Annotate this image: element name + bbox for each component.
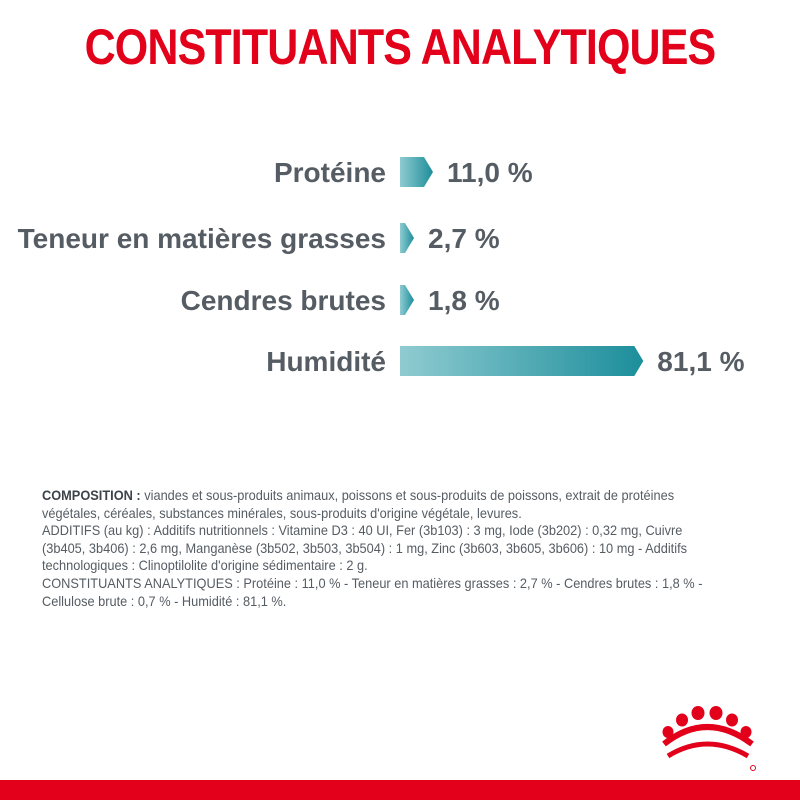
value-label-cendres-brutes: 1,8 % bbox=[428, 285, 500, 316]
analytical-constituents-chart bbox=[0, 130, 800, 400]
category-label-teneur-en-matieres-grasses: Teneur en matières grasses bbox=[17, 223, 386, 254]
composition-text: viandes et sous-produits animaux, poissons et sous-produits de poissons, extrait de protéines végétales, céréales, substances minérales, sous-produits d'origine végétale, levures. bbox=[42, 488, 675, 521]
bar-teneur-en-matieres-grasses bbox=[400, 223, 414, 253]
category-label-humidite: Humidité bbox=[266, 346, 386, 377]
composition-heading: COMPOSITION : bbox=[42, 488, 141, 503]
page-title: CONSTITUANTS ANALYTIQUES bbox=[84, 19, 716, 75]
additifs-text: ADDITIFS (au kg) : Additifs nutritionnels : Vitamine D3 : 40 UI, Fer (3b103) : 3 mg, Iode (3b202) : 0,32 mg, Cuivre (3b405, 3b406) : 2,6 mg, Manganèse (3b502, 3b503, 3b504) : 1 mg, Zinc (3b603, 3b605, 3b606) : 10 mg - Additifs technologiques : Clinoptilolite d'origine sédimentaire : 2 g. bbox=[42, 523, 688, 574]
value-label-proteine: 11,0 % bbox=[447, 157, 533, 188]
bar-humidite bbox=[400, 346, 643, 376]
composition-paragraph bbox=[42, 487, 719, 522]
bottom-brand-bar bbox=[0, 780, 800, 800]
royal-canin-crown-icon bbox=[660, 704, 760, 776]
constituants-text: CONSTITUANTS ANALYTIQUES : Protéine : 11,0 % - Teneur en matières grasses : 2,7 % - Cendres brutes : 1,8 % - Cellulose brute : 0,7 % - Humidité : 81,1 %. bbox=[42, 575, 703, 609]
bar-cendres-brutes bbox=[400, 285, 414, 315]
composition-block bbox=[42, 487, 719, 610]
value-label-humidite: 81,1 % bbox=[657, 346, 745, 377]
category-label-cendres-brutes: Cendres brutes bbox=[180, 285, 386, 316]
bar-proteine bbox=[400, 157, 433, 187]
category-label-proteine: Protéine bbox=[273, 157, 386, 188]
value-label-teneur-en-matieres-grasses: 2,7 % bbox=[428, 223, 500, 254]
